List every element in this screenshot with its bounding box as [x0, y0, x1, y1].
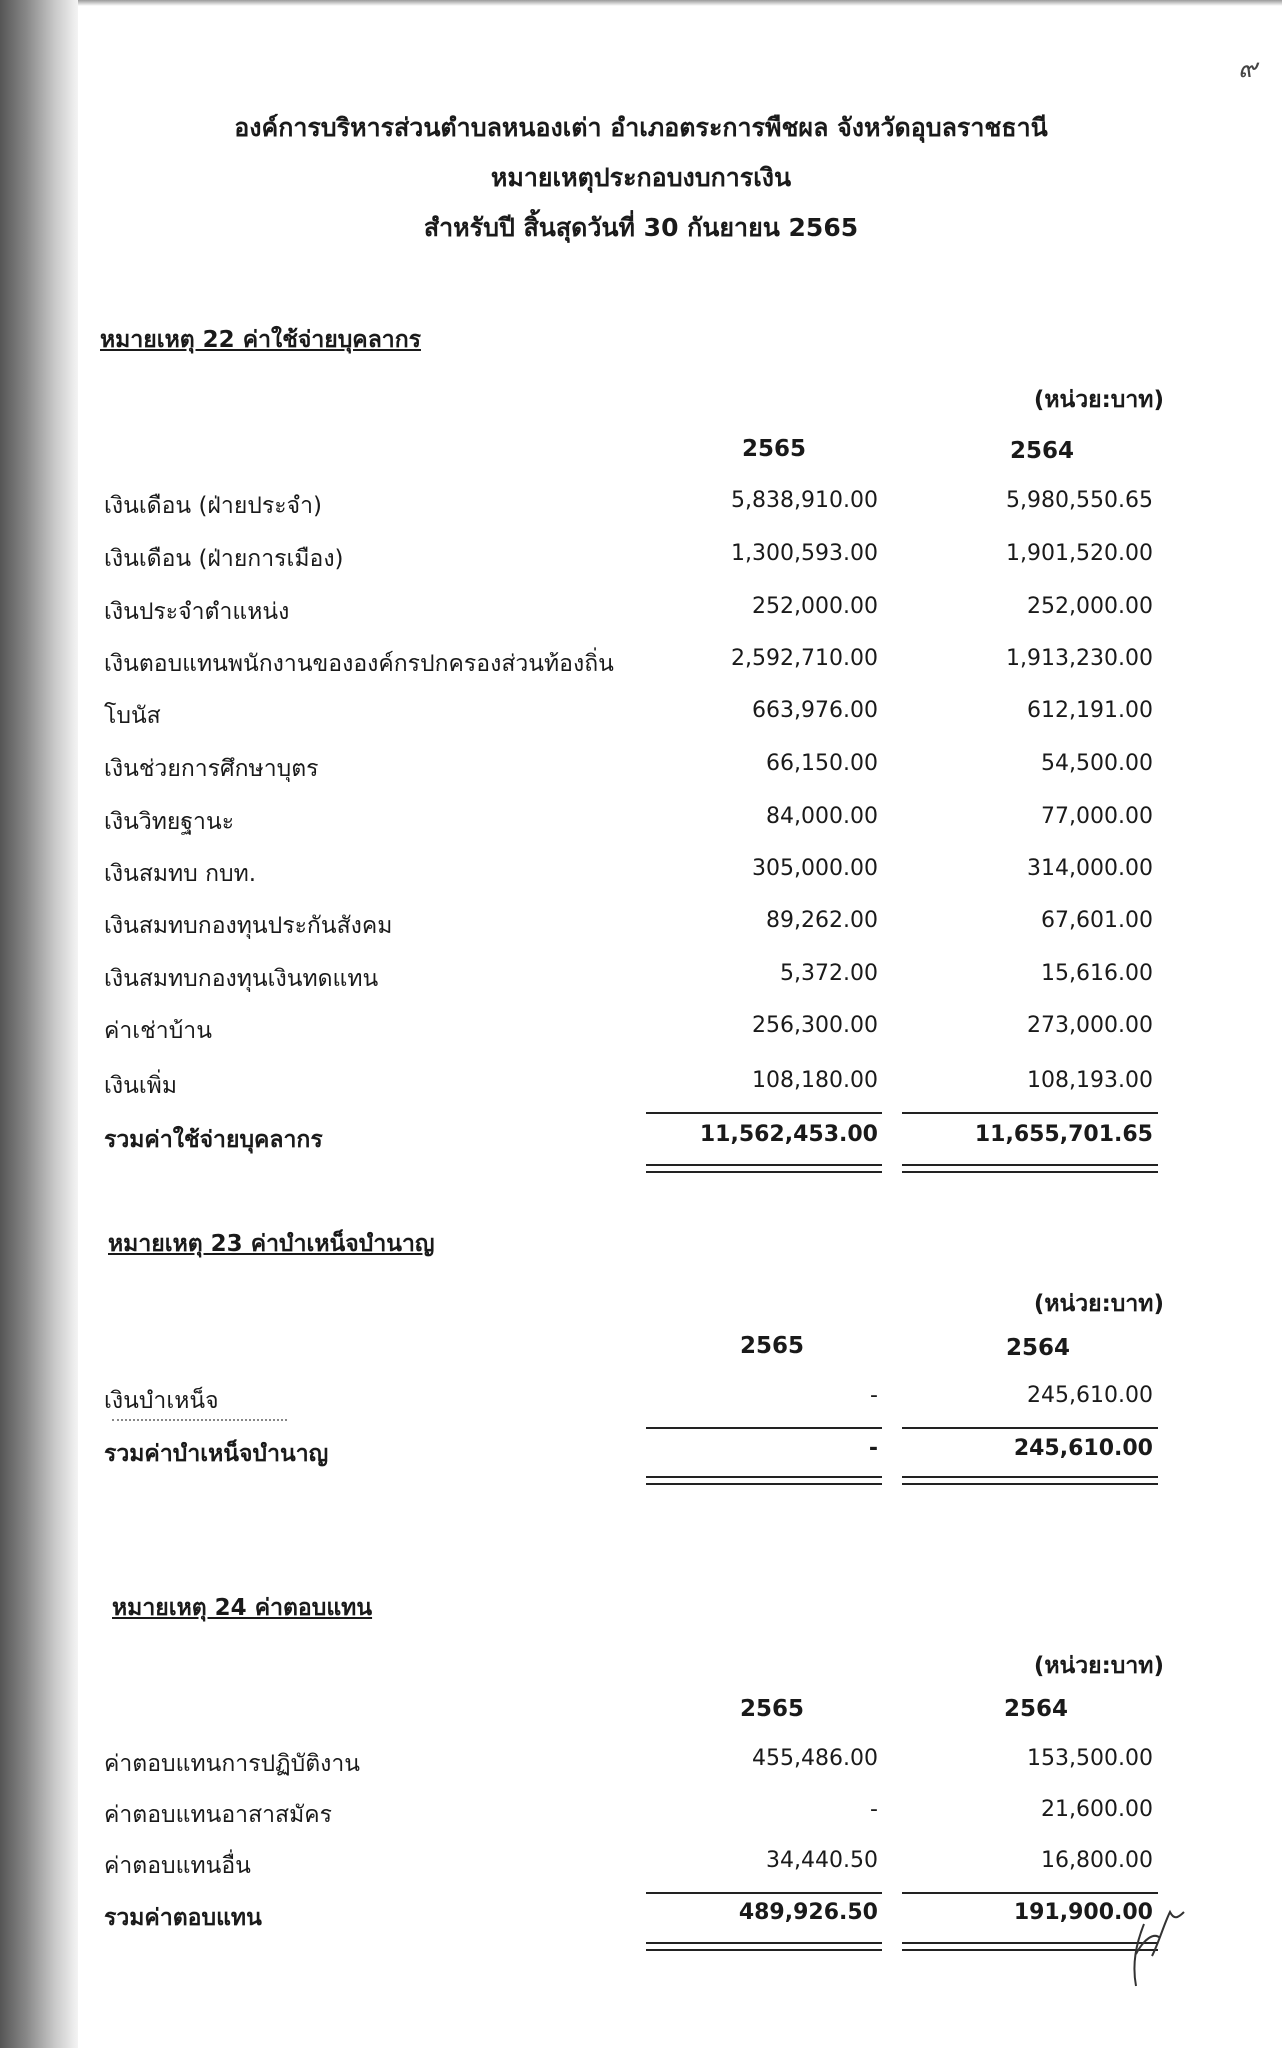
row-label: ค่าตอบแทนการปฏิบัติงาน: [104, 1751, 360, 1777]
subtotal-rule: [646, 1427, 882, 1429]
value-2564: 108,193.00: [1027, 1068, 1153, 1093]
total-2564: 245,610.00: [1013, 1436, 1153, 1461]
note22-row: [0, 1013, 1282, 1053]
subtotal-rule: [902, 1427, 1158, 1429]
note22-row: [0, 698, 1282, 738]
total-label: รวมค่าใช้จ่ายบุคลากร: [104, 1127, 323, 1153]
subtotal-rule: [902, 1112, 1158, 1114]
total-double-rule: [646, 1164, 882, 1173]
value-2564: 15,616.00: [1041, 961, 1153, 986]
note24-row: [0, 1848, 1282, 1888]
row-label: ค่าตอบแทนอื่น: [104, 1853, 251, 1879]
value-2565: 455,486.00: [752, 1746, 878, 1771]
row-label: เงินเดือน (ฝ่ายการเมือง): [104, 546, 344, 572]
row-label: เงินตอบแทนพนักงานขององค์กรปกครองส่วนท้องถิ่น: [104, 651, 614, 677]
note23-total-row: [0, 1436, 1282, 1476]
row-label: เงินเพิ่ม: [104, 1073, 177, 1099]
note22-row: [0, 594, 1282, 634]
value-2564: 153,500.00: [1027, 1746, 1153, 1771]
note24-unit: (หน่วย:บาท): [1033, 1653, 1164, 1679]
value-2564: 1,901,520.00: [1006, 541, 1153, 566]
note24-row: [0, 1746, 1282, 1786]
total-2565: -: [868, 1436, 878, 1461]
note22-row: [0, 908, 1282, 948]
row-label: เงินสมทบกองทุนเงินทดแทน: [104, 966, 379, 992]
total-double-rule: [902, 1164, 1158, 1173]
page-mark: ๙: [1238, 54, 1258, 84]
note22-row: [0, 856, 1282, 896]
total-label: รวมค่าบำเหน็จบำนาญ: [104, 1441, 329, 1467]
note23-col-2565: 2565: [740, 1333, 805, 1359]
value-2564: 612,191.00: [1027, 698, 1153, 723]
value-2564: 67,601.00: [1041, 908, 1153, 933]
subtotal-rule: [646, 1112, 882, 1114]
note23-col-2564: 2564: [1006, 1335, 1071, 1361]
row-label: เงินสมทบกองทุนประกันสังคม: [104, 913, 393, 939]
value-2565: 89,262.00: [766, 908, 878, 933]
value-2565: -: [870, 1797, 878, 1822]
note22-title: หมายเหตุ 22 ค่าใช้จ่ายบุคลากร: [100, 327, 421, 353]
document-title: หมายเหตุประกอบงบการเงิน: [490, 163, 792, 192]
value-2564: 16,800.00: [1041, 1848, 1153, 1873]
row-label: เงินประจำตำแหน่ง: [104, 599, 290, 625]
value-2564: 21,600.00: [1041, 1797, 1153, 1822]
total-double-rule: [646, 1476, 882, 1485]
row-label: เงินช่วยการศึกษาบุตร: [104, 756, 319, 782]
note24-col-2564: 2564: [1004, 1696, 1069, 1722]
note22-col-2565: 2565: [742, 436, 807, 462]
value-2564: 5,980,550.65: [1006, 488, 1153, 513]
note24-col-2565: 2565: [740, 1696, 805, 1722]
scan-top-edge: [0, 0, 1282, 6]
note24-total-row: [0, 1900, 1282, 1940]
value-2565: 2,592,710.00: [731, 646, 878, 671]
total-double-rule: [902, 1476, 1158, 1485]
note23-row: [0, 1383, 1282, 1423]
value-2565: 256,300.00: [752, 1013, 878, 1038]
value-2565: 663,976.00: [752, 698, 878, 723]
value-2565: 252,000.00: [752, 594, 878, 619]
note23-unit: (หน่วย:บาท): [1033, 1291, 1164, 1317]
total-2564: 191,900.00: [1013, 1900, 1153, 1925]
value-2564: 252,000.00: [1027, 594, 1153, 619]
value-2565: 1,300,593.00: [731, 541, 878, 566]
note24-row: [0, 1797, 1282, 1837]
value-2565: 5,372.00: [780, 961, 878, 986]
value-2564: 245,610.00: [1027, 1383, 1153, 1408]
value-2564: 314,000.00: [1027, 856, 1153, 881]
row-label: เงินบำเหน็จ: [104, 1388, 219, 1414]
row-label: โบนัส: [104, 703, 161, 729]
note23-title: หมายเหตุ 23 ค่าบำเหน็จบำนาญ: [108, 1231, 435, 1257]
note22-col-2564: 2564: [1010, 438, 1075, 464]
note22-row: [0, 804, 1282, 844]
note22-row: [0, 1068, 1282, 1108]
note24-title: หมายเหตุ 24 ค่าตอบแทน: [112, 1595, 373, 1621]
value-2565: -: [870, 1383, 878, 1408]
value-2565: 305,000.00: [752, 856, 878, 881]
note22-row: [0, 646, 1282, 686]
total-2564: 11,655,701.65: [974, 1122, 1153, 1147]
handwritten-signature: [1114, 1894, 1194, 1994]
total-2565: 11,562,453.00: [699, 1122, 878, 1147]
value-2564: 1,913,230.00: [1006, 646, 1153, 671]
total-label: รวมค่าตอบแทน: [104, 1905, 262, 1931]
note22-row: [0, 751, 1282, 791]
note22-row: [0, 541, 1282, 581]
note22-row: [0, 961, 1282, 1001]
row-label: ค่าเช่าบ้าน: [104, 1018, 212, 1044]
row-label: เงินวิทยฐานะ: [104, 809, 235, 835]
value-2565: 84,000.00: [766, 804, 878, 829]
value-2565: 34,440.50: [766, 1848, 878, 1873]
value-2564: 77,000.00: [1041, 804, 1153, 829]
total-double-rule: [646, 1942, 882, 1951]
note22-unit: (หน่วย:บาท): [1033, 387, 1164, 413]
period-title: สำหรับปี สิ้นสุดวันที่ 30 กันยายน 2565: [423, 213, 859, 242]
value-2565: 66,150.00: [766, 751, 878, 776]
value-2565: 5,838,910.00: [731, 488, 878, 513]
total-2565: 489,926.50: [738, 1900, 878, 1925]
note22-total-row: [0, 1122, 1282, 1162]
note22-row: [0, 488, 1282, 528]
dotted-underline: [112, 1419, 287, 1421]
subtotal-rule: [646, 1892, 882, 1894]
org-title: องค์การบริหารส่วนตำบลหนองเต่า อำเภอตระการพืชผล จังหวัดอุบลราชธานี: [234, 113, 1048, 142]
value-2564: 54,500.00: [1041, 751, 1153, 776]
row-label: ค่าตอบแทนอาสาสมัคร: [104, 1802, 332, 1828]
row-label: เงินเดือน (ฝ่ายประจำ): [104, 493, 322, 519]
row-label: เงินสมทบ กบท.: [104, 861, 257, 887]
value-2565: 108,180.00: [752, 1068, 878, 1093]
value-2564: 273,000.00: [1027, 1013, 1153, 1038]
